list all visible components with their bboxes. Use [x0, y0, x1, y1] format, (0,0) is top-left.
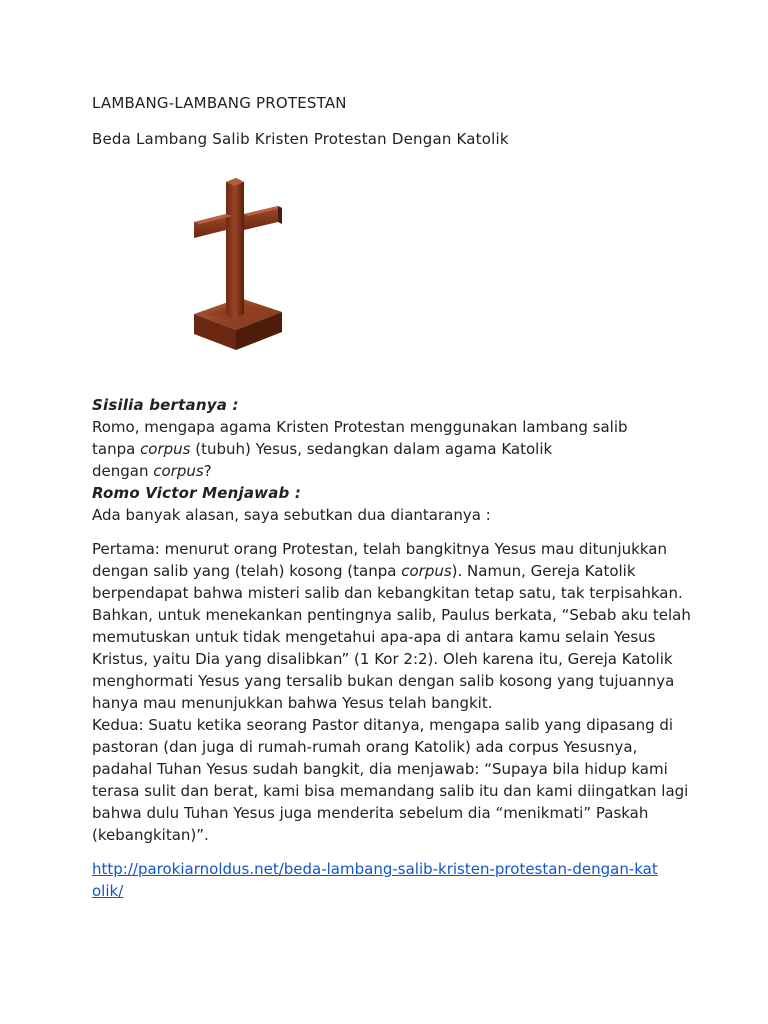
document-page: [92, 92, 692, 900]
corpus-term: corpus: [140, 440, 191, 458]
answer-block: [92, 538, 692, 846]
question-speaker: Sisilia bertanya :: [92, 396, 239, 414]
answer-speaker: Romo Victor Menjawab :: [92, 484, 302, 502]
question-block: [92, 394, 692, 526]
question-line-2: tanpa corpus (tubuh) Yesus, sedangkan dalam agama Katolik: [92, 440, 553, 458]
body-text: [92, 394, 692, 902]
wooden-cross-image: [192, 174, 284, 354]
answer-paragraph-2: Kedua: Suatu ketika seorang Pastor ditanya, mengapa salib yang dipasang di pastoran (dan juga di rumah-rumah orang Katolik) ada corpus Yesusnya, padahal Tuhan Yesus sudah bangkit, dia menjawab: “Supaya bila hidup kami terasa sulit dan berat, kami bisa memandang salib itu dan kami diingatkan lagi bahwa dulu Tuhan Yesus juga menderita sebelum dia “menikmati” Paskah (kebangkitan)”.: [92, 716, 689, 844]
corpus-term: corpus: [153, 462, 204, 480]
answer-paragraph-1: Pertama: menurut orang Protestan, telah bangkitnya Yesus mau ditunjukkan dengan salib yang (telah) kosong (tanpa corpus). Namun, Gereja Katolik berpendapat bahwa misteri salib dan kebangkitan tetap satu, tak terpisahkan. Bahkan, untuk menekankan pentingnya salib, Paulus berkata, “Sebab aku telah memutuskan untuk tidak mengetahui apa-apa di antara kamu selain Yesus Kristus, yaitu Dia yang disalibkan” (1 Kor 2:2). Oleh karena itu, Gereja Katolik menghormati Yesus yang tersalib bukan dengan salib kosong yang tujuannya hanya mau menunjukkan bahwa Yesus telah bangkit.: [92, 540, 691, 712]
question-line-1: Romo, mengapa agama Kristen Protestan menggunakan lambang salib: [92, 418, 628, 436]
answer-intro: Ada banyak alasan, saya sebutkan dua diantaranya :: [92, 506, 491, 524]
question-line-3: dengan corpus?: [92, 462, 212, 480]
document-subtitle: Beda Lambang Salib Kristen Protestan Dengan Katolik: [92, 130, 509, 148]
document-title: LAMBANG-LAMBANG PROTESTAN: [92, 94, 347, 112]
source-link[interactable]: http://parokiarnoldus.net/beda-lambang-salib-kristen-protestan-dengan-katolik/: [92, 860, 658, 900]
corpus-term: corpus: [401, 562, 452, 580]
